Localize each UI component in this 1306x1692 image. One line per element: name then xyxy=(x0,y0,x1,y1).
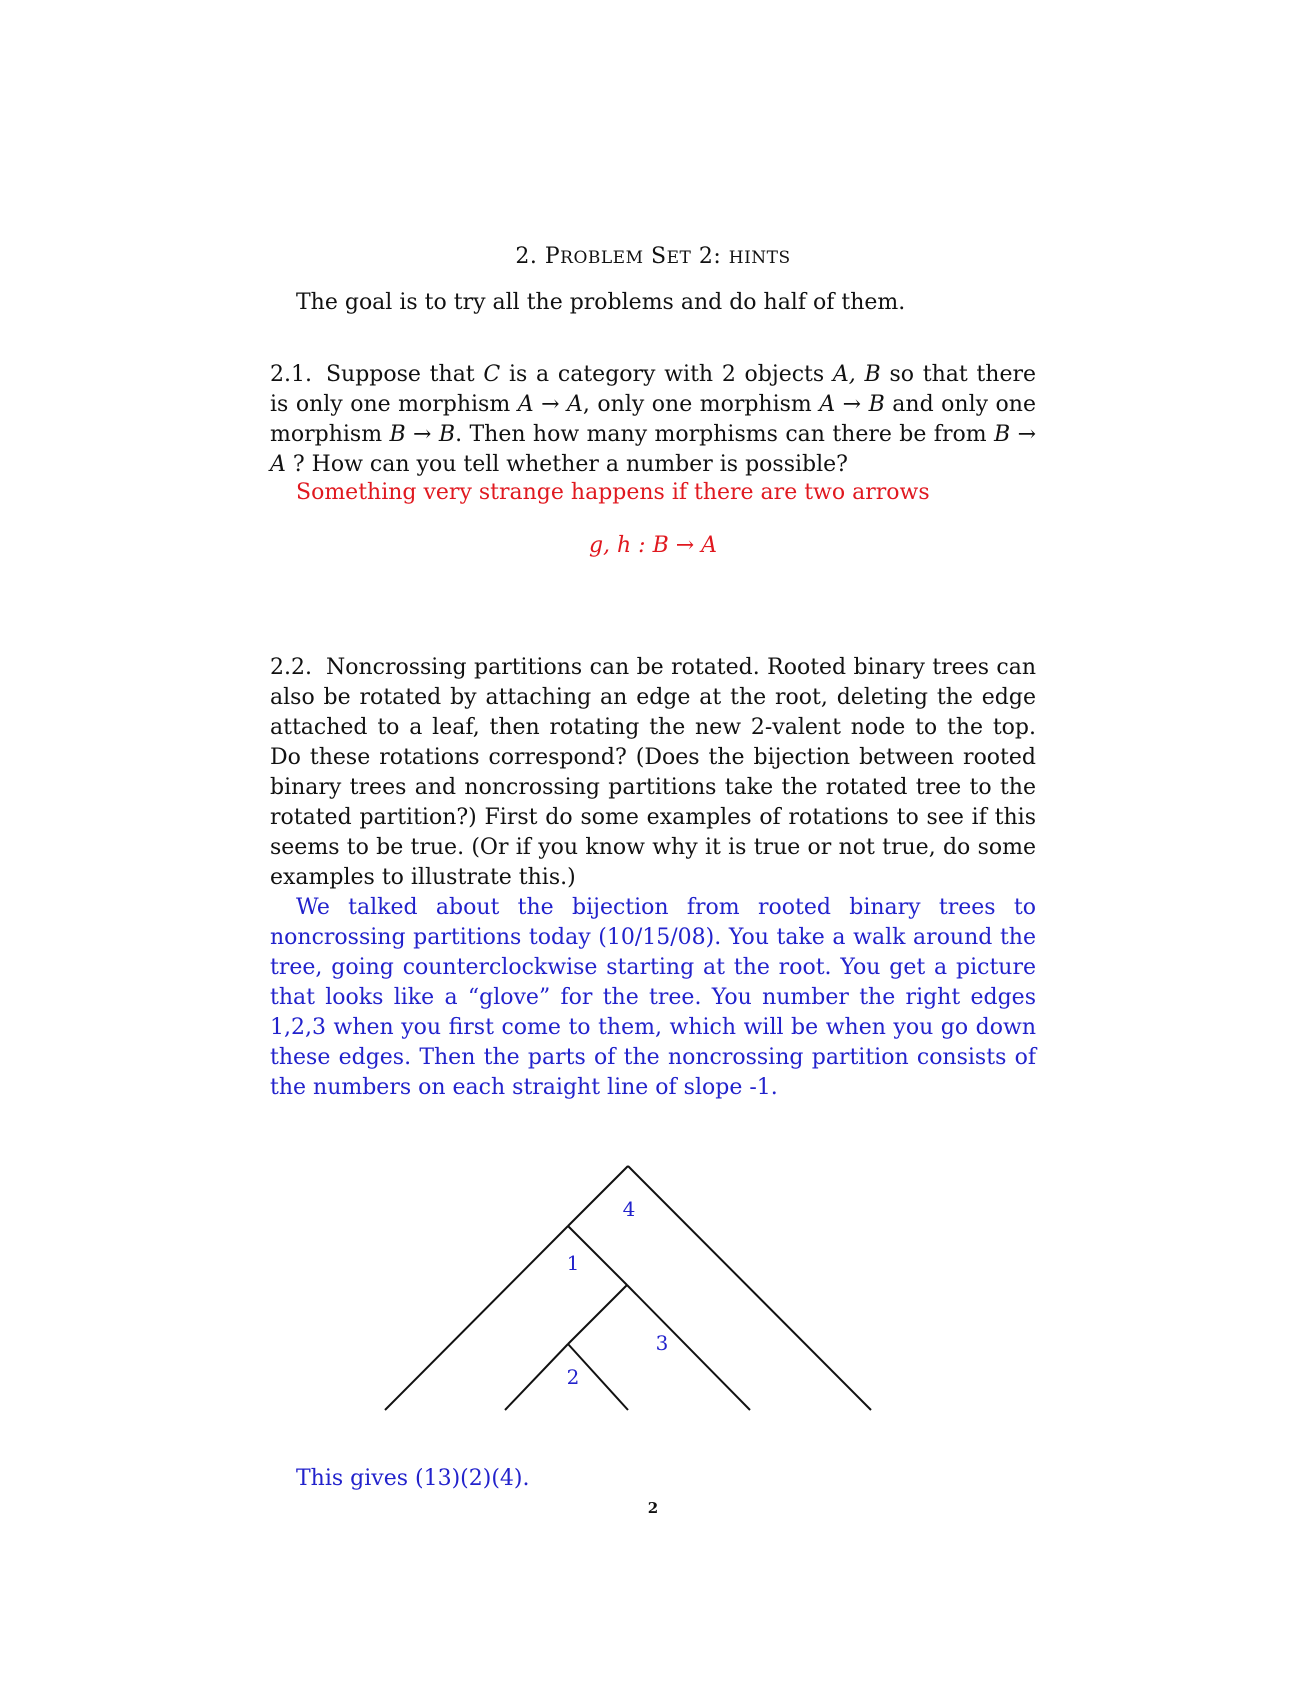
problem-2-1-text-g: ? How can you tell whether a number is possible? xyxy=(285,452,848,477)
tree-edge-root-left xyxy=(568,1166,628,1226)
intro-text: The goal is to try all the problems and do half of them. xyxy=(296,290,906,315)
tree-edge-n3-left xyxy=(505,1344,568,1410)
morphism-a-a: A → A xyxy=(517,392,583,417)
morphism-a-b: A → B xyxy=(819,392,885,417)
heading-p-rest: ROBLEM xyxy=(560,248,644,268)
tree-label-1: 1 xyxy=(566,1251,580,1275)
tree-label-3: 3 xyxy=(655,1331,669,1355)
heading-p-initial: P xyxy=(544,244,561,269)
heading-hints: HINTS xyxy=(728,248,791,268)
problem-2-1-hint-math: g, h : B → A xyxy=(588,533,718,558)
objects-math: A, B xyxy=(832,362,881,387)
tree-edge-root-right xyxy=(628,1166,871,1410)
problem-2-1-hint: Something very strange happens if there are two arrows xyxy=(296,480,930,505)
problem-2-1-text-d: , only one morphism xyxy=(582,392,820,417)
problem-2-1-text-b: is a category with 2 objects xyxy=(500,362,833,387)
problem-2-1-text-c: so that there is only one morphism xyxy=(270,362,1037,417)
problem-2-1-text-a: Suppose that xyxy=(325,362,484,387)
page-number: 2 xyxy=(647,1499,659,1517)
tree-label-4: 4 xyxy=(622,1197,636,1221)
tree-edge-n1-left xyxy=(385,1226,568,1410)
problem-2-2-hint: We talked about the bijection from rooted binary trees to noncrossing partitions today (10/15/08). You take a walk around the tree, going counterclockwise starting at the root. You get a picture that looks like a “glove” for the tree. You number the right edges 1,2,3 when you first come to them, which will be when you go down these edges. Then the parts of the noncrossing partition consists of the numbers on each straight line of slope -1. xyxy=(270,895,1036,1100)
problem-2-2-text: Noncrossing partitions can be rotated. Rooted binary trees can also be rotated by attaching an edge at the root, deleting the edge attached to a leaf, then rotating the new 2-valent node to the top. Do these rotations correspond? (Does the bijection between rooted binary trees and noncrossing partitions take the rotated tree to the rotated partition?) First do some examples of rotations to see if this seems to be true. (Or if you know why it is true or not true, do some examples to illustrate this.) xyxy=(270,655,1036,890)
morphism-b-a: B → A xyxy=(270,422,1037,477)
tree-edge-n2-left xyxy=(568,1285,627,1344)
morphism-b-b: B → B xyxy=(389,422,456,447)
result-text: This gives (13)(2)(4). xyxy=(296,1466,530,1491)
heading-colon: 2: xyxy=(698,244,722,269)
problem-2-1-text-e: and only one morphism xyxy=(270,392,1036,447)
heading-s-initial: S xyxy=(651,244,667,269)
problem-2-2-number: 2.2. xyxy=(270,655,312,680)
tree-edge-n2-right xyxy=(627,1285,750,1410)
heading-s-rest: ET xyxy=(666,248,692,268)
category-symbol: C xyxy=(483,362,501,387)
problem-2-1-text-f: . Then how many morphisms can there be from xyxy=(455,422,994,447)
heading-number: 2. xyxy=(515,244,538,269)
problem-2-1-number: 2.1. xyxy=(270,362,312,387)
tree-label-2: 2 xyxy=(566,1365,580,1389)
